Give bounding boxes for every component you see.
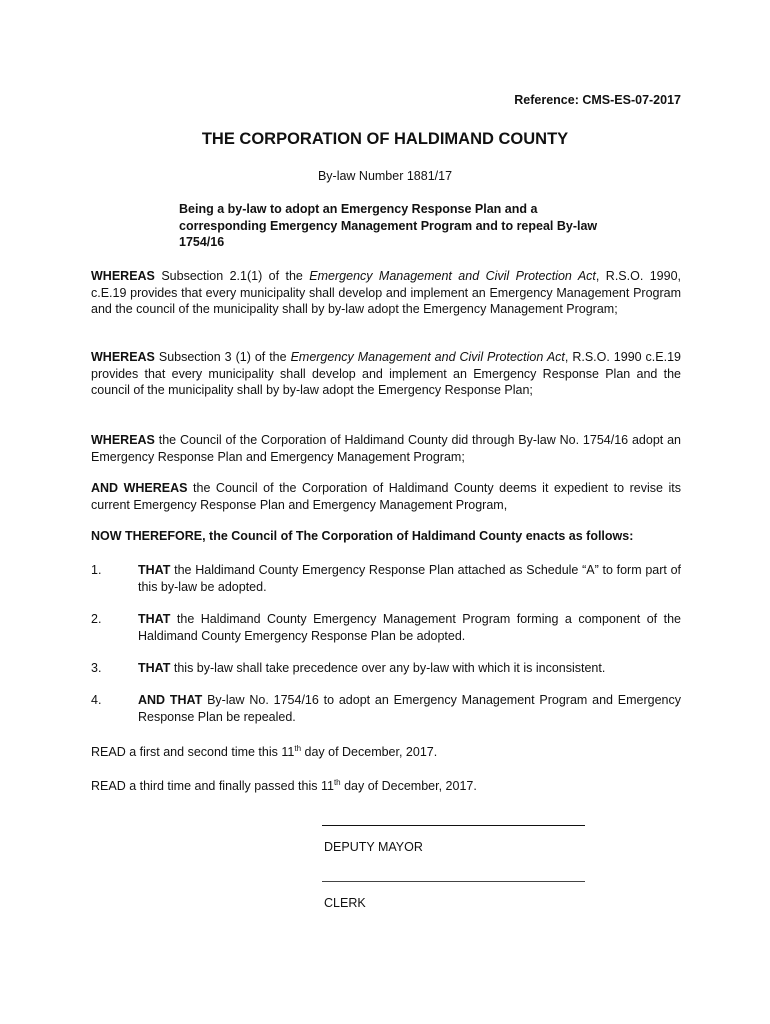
whereas-lead: WHEREAS bbox=[91, 433, 155, 447]
clerk-signature-line bbox=[322, 881, 585, 882]
ordinal-suffix: th bbox=[294, 743, 302, 753]
item-text: the Haldimand County Emergency Management Program forming a component of the Haldimand County Emergency Response Plan be adopted. bbox=[138, 612, 681, 643]
whereas-clause-4 bbox=[91, 480, 681, 513]
whereas-text: , R.S.O. 1990, c.E.19 provides that every municipality shall develop and implement an Emergency Management Program and the council of the municipality shall by by-law adopt the Emergency Management Program; bbox=[91, 269, 681, 316]
document-title: THE CORPORATION OF HALDIMAND COUNTY bbox=[201, 130, 569, 148]
whereas-lead: WHEREAS bbox=[91, 269, 155, 283]
reading-text: day of December, 2017. bbox=[340, 779, 477, 793]
whereas-clause-2 bbox=[91, 349, 681, 399]
item-text: By-law No. 1754/16 to adopt an Emergency Management Program and Emergency Response Plan be repealed. bbox=[138, 693, 681, 724]
reading-text: READ a third time and finally passed this 11 bbox=[91, 779, 334, 793]
bylaw-number: By-law Number 1881/17 bbox=[317, 169, 453, 183]
clerk-label: CLERK bbox=[324, 896, 366, 910]
item-number: 3. bbox=[91, 661, 102, 675]
act-name: Emergency Management and Civil Protection Act bbox=[290, 350, 565, 364]
deputy-mayor-label: DEPUTY MAYOR bbox=[324, 840, 423, 854]
whereas-text: Subsection 3 (1) of the bbox=[154, 350, 291, 364]
reading-text: day of December, 2017. bbox=[301, 745, 438, 759]
whereas-clause-3 bbox=[91, 432, 681, 465]
first-second-reading bbox=[91, 745, 437, 759]
whereas-text: Subsection 2.1(1) of the bbox=[154, 269, 310, 283]
whereas-text: the Council of the Corporation of Haldimand County did through By-law No. 1754/16 adopt an Emergency Response Plan and Emergency Management Program; bbox=[91, 433, 681, 464]
item-lead: THAT bbox=[138, 612, 171, 626]
item-text: the Haldimand County Emergency Response Plan attached as Schedule “A” to form part of this by-law be adopted. bbox=[138, 563, 681, 594]
reference-number: Reference: CMS-ES-07-2017 bbox=[514, 93, 681, 107]
whereas-text: the Council of the Corporation of Haldimand County deems it expedient to revise its current Emergency Response Plan and Emergency Management Program, bbox=[91, 481, 681, 512]
whereas-text: , R.S.O. 1990 c.E.19 provides that every municipality shall develop and implement an Emergency Response Plan and the council of the municipality shall by by-law adopt the Emergency Response Plan; bbox=[91, 350, 681, 397]
reading-text: READ a first and second time this 11 bbox=[91, 745, 295, 759]
whereas-lead: AND WHEREAS bbox=[91, 481, 188, 495]
item-lead: THAT bbox=[138, 661, 171, 675]
enacting-clause: NOW THEREFORE, the Council of The Corporation of Haldimand County enacts as follows: bbox=[91, 529, 634, 543]
item-lead: AND THAT bbox=[138, 693, 203, 707]
item-number: 2. bbox=[91, 612, 102, 626]
item-lead: THAT bbox=[138, 563, 171, 577]
item-number: 4. bbox=[91, 693, 102, 707]
third-reading bbox=[91, 779, 477, 793]
whereas-lead: WHEREAS bbox=[91, 350, 155, 364]
deputy-mayor-signature-line bbox=[322, 825, 585, 826]
act-name: Emergency Management and Civil Protection Act bbox=[309, 269, 596, 283]
whereas-clause-1 bbox=[91, 268, 681, 318]
ordinal-suffix: th bbox=[333, 777, 341, 787]
item-number: 1. bbox=[91, 563, 102, 577]
item-text: this by-law shall take precedence over any by-law with which it is inconsistent. bbox=[170, 661, 606, 675]
bylaw-purpose: Being a by-law to adopt an Emergency Response Plan and a corresponding Emergency Management Program and to repeal By-law 1754/16 bbox=[179, 202, 598, 249]
